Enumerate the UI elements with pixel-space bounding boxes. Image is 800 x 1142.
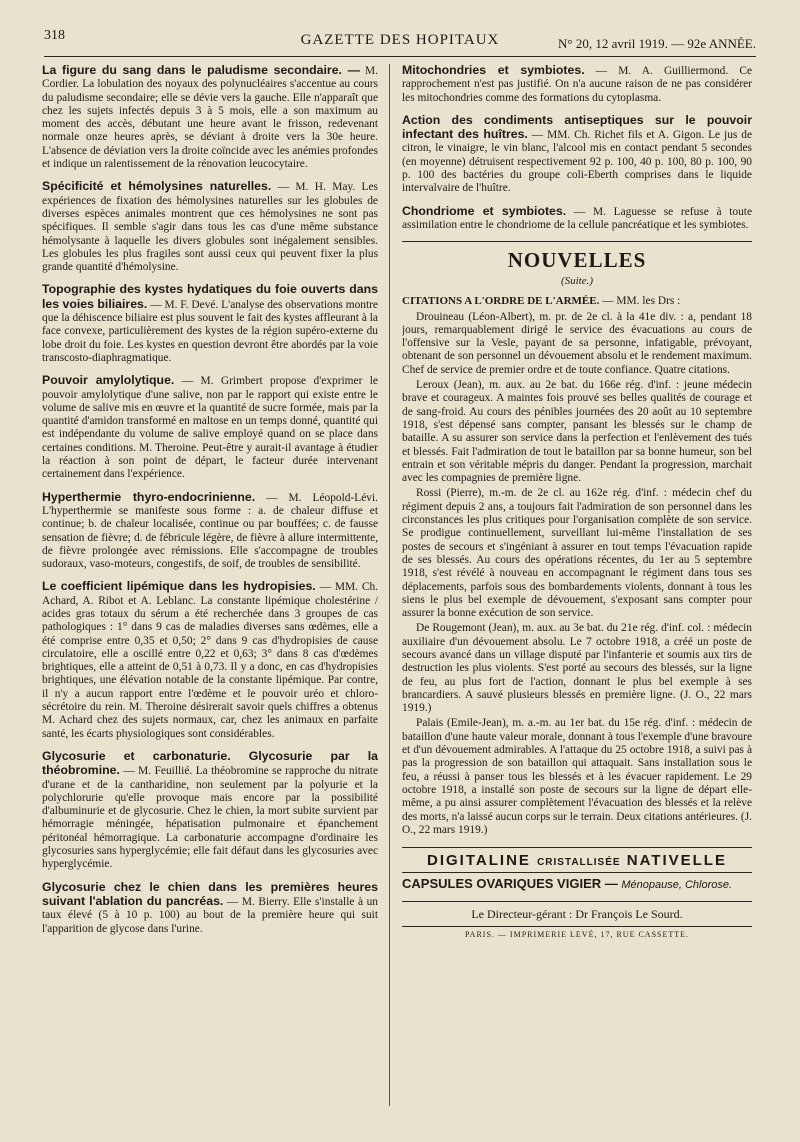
article-body: — M. Feuillié. La théobromine se rapproche du nitrate d'urane et de la cantharidine, non seulement par la polyurie et la polychlorurie qu'elle provoque mais encore par la possibilité d'albuminurie et de glycosurie. Chez le chien, la mort subite survient par hémorragie méningée, hépatisation pulmonaire et épanchement péritonéal hémorragique. La carbonaturie accompagne d'ordinaire les glycosuries sans hyperglycémie; elle fait défaut dans les glycosuries avec hyperglycémie.: [42, 765, 378, 871]
column-divider: [389, 64, 390, 1106]
article-title: Topographie des kystes hydatiques du foie ouverts dans les voies biliaires.: [42, 282, 378, 311]
article-title: Le coefficient lipémique dans les hydropisies.: [42, 579, 316, 594]
citations-heading: [402, 295, 752, 308]
article-body: — M. H. May. Les expériences de fixation des hémolysines naturelles sur les globules de diverses espèces animales montrent que ces hémolysines ne sont pas spécifiques. Il semble s'agir dans tous les cas d'une même substance hémolysante à laquelle les divers globules sont inégalement sensibles. Les globules les plus fragiles sont aussi ceux qui peuvent fixer la plus grande quantité d'hémolysine.: [42, 181, 378, 274]
article: [42, 374, 378, 481]
article-body: — MM. Ch. Achard, A. Ribot et A. Leblanc. La constante lipémique cholestérine / acides gras totaux du sérum a été recherchée dans 3 groupes de cas pathologiques : 1° dans 9 cas de maladies diverses sans œdèmes, elle a été comprise entre 0,35 et 0,50; 2° dans 9 cas d'hydropisies de cause circulatoire, elle a oscillé entre 0,22 et 0,63; 3° dans 8 cas d'œdèmes brightiques, elle a atteint de 0,51 à 0,73. Il y a donc, en cas d'hydropisies brightiques, une élévation notable de la constante lipémique. Par contre, il n'y a aucun rapport entre l'œdème et le pouvoir uréo et chloro-sécrétoire du rein. M. Theroine désirerait savoir quels chiffres a obtenus M. Achard chez des sujets normaux, car, chez les animaux en parfaite santé, les écarts physiologiques sont considérables.: [42, 581, 378, 740]
citation-paragraph: Palais (Emile-Jean), m. a.-m. au 1er bat. du 15e rég. d'inf. : médecin de bataillon d'une haute valeur morale, donnant à tous l'exemple d'une bravoure et d'un dévouement admirables. A l'attaque du 25 octobre 1918, a suivi pas à pas la progression de son bataillon qui attaquait. Sans installation sous le feu, a réussi à panser tous les blessés et à les évacuer rapidement. Le 29 octobre 1918, a installé son poste de secours sur la ligne de départ elle-même, a pu ainsi assurer complètement l'évacuation des blessés et la relève des morts, n'a laissé aucun corps sur le terrain. Deux citations antérieures. (J. O., 22 mars 1919.): [402, 717, 752, 836]
article: [42, 750, 378, 872]
article-title: Action des condiments antiseptiques sur le pouvoir infectant des huîtres.: [402, 112, 752, 142]
article: [42, 283, 378, 365]
director-signature: Le Directeur-gérant : Dr François Le Sourd.: [402, 901, 752, 922]
ad-word: CRISTALLISÉE: [537, 857, 621, 869]
ad-word: NATIVELLE: [626, 852, 727, 870]
article: [42, 580, 378, 741]
article-title: Pouvoir amylolytique.: [42, 373, 175, 388]
citation-paragraph: Drouineau (Léon-Albert), m. pr. de 2e cl. à la 41e div. : a, pendant 18 jours, remarquablement dirigé le service des évacuations au cours de l'offensive sur la Vesle, payant de sa personne, infatigable, prévoyant, obtenant de son personnel un dévouement absolu et le rendement maximum. Chef de service de premier ordre et de toute confiance. Quatre citations.: [402, 310, 752, 376]
article-body: — MM. Ch. Richet fils et A. Gigon. Le jus de citron, le vinaigre, le vin blanc, l'alcool mis en contact pendant 5 secondes (en moyenne) détruisent respectivement 92 p. 100, 40 p. 100, 80 p. 100, 90 p. 100 des bactéries du groupe coli-Eberth comprises dans le liquide intervalvaire de l'huître.: [402, 129, 752, 195]
right-column: [402, 64, 752, 1114]
article: [42, 491, 378, 572]
article-body: M. Cordier. La lobulation des noyaux des polynucléaires s'accentue au cours du paludisme secondaire; elle se dévie vers la gauche. Elle n'apparaît que chez les sujets infectés depuis 3 à 5 mois, elle a son maximum au moment des accès, débutant une heure avant le frisson, redevenant normale onze heures après, se déviant à droite vers la 30e heure. L'absence de déviation vers la droite coïncide avec les anémies profondes et indique un ralentissement de la rénovation leucocytaire.: [42, 65, 378, 171]
section-rule: [402, 241, 752, 242]
page-header: [44, 22, 756, 57]
article-body: — M. A. Guilliermond. Ce rapprochement n'est pas justifié. On n'a aucune raison de ne pas considérer les mitochondries comme des formations du cytoplasma.: [402, 65, 752, 104]
section-title: NOUVELLES: [507, 248, 647, 273]
article-title: Glycosurie et carbonaturie. Glycosurie par la théobromine.: [42, 748, 378, 778]
left-column: [42, 64, 378, 1114]
issue-date: N° 20, 12 avril 1919. — 92e ANNÉE.: [557, 36, 756, 51]
article: [42, 881, 378, 936]
article: [402, 114, 752, 196]
article-body: — M. Grimbert propose d'exprimer le pouvoir amylolytique d'une salive, non par le rapport qui existe entre le volume de salive mis en œuvre et la quantité de sucre formée, mais par la quantité d'amidon transformé en maltose en un temps donné, quantité qui est indépendante du volume de salive employé quand on se place dans certaines conditions. M. Theroine. Peut-être y aurait-il avantage à étudier la réaction à son point de départ, le facteur durée intervenant certainement dans l'expérience.: [42, 375, 378, 481]
citation-paragraph: De Rougemont (Jean), m. aux. au 3e bat. du 21e rég. d'inf. col. : médecin auxiliaire d'un dévouement absolu. Le 7 octobre 1918, a créé un poste de secours avancé dans un village disputé par l'infanterie et soumis aux tirs de destruction les plus violents. S'est porté au secours des blessés, sur la ligne de feu, au plus fort de l'action, donnant le plus bel exemple à ses brancardiers. A sauvé plusieurs blessés en première ligne. (J. O., 22 mars 1919.): [402, 622, 752, 715]
article-body: — M. Laguesse se refuse à toute assimilation entre le chondriome de la cellule pancréatique et les symbiotes.: [402, 205, 752, 231]
journal-title: GAZETTE DES HOPITAUX: [300, 32, 500, 48]
article-title: Glycosurie chez le chien dans les premières heures suivant l'ablation du pancréas.: [42, 879, 378, 908]
ad-text: CAPSULES OVARIQUES VIGIER —: [402, 876, 618, 892]
article-title: Chondriome et symbiotes.: [402, 203, 567, 218]
citation-paragraph: Leroux (Jean), m. aux. au 2e bat. du 166e rég. d'inf. : jeune médecin brave et courageux. A maintes fois prouvé ses belles qualités de courage et de sang-froid. Au cours des pénibles journées des 20 août au 10 septembre 1918, s'est dépensé sans compter, pansant les blessés sur le champ de bataille. A su assurer son service dans la perfection et l'enlèvement des tués et blessés. Fait l'admiration de tout le bataillon par sa bonne humeur, son bel entrain et son véritable mépris du danger. Pendant la progression, marchait avec les compagnies de première ligne.: [402, 379, 752, 485]
article-body: — M. Léopold-Lévi. L'hyperthermie se manifeste sous forme : a. de chaleur diffuse et continue; b. de chaleur localisée, continue ou par bouffées; c. de fausse sensation de fièvre; d. de fébricule légère, de fièvre à allure intermittente, de fièvre prolongée avec rémissions. Elle s'accompagne de troubles sudoraux, vaso-moteurs, congestifs, de soif, de troubles de sensibilité.: [42, 491, 378, 571]
article: [42, 64, 378, 171]
article-title: La figure du sang dans le paludisme secondaire. —: [42, 64, 360, 77]
ad-word: DIGITALINE: [427, 852, 531, 870]
citation-paragraph: Rossi (Pierre), m.-m. de 2e cl. au 162e rég. d'inf. : médecin chef du régiment depuis 2 ans, a toujours fait l'admiration de son personnel dans les circonstances les plus critiques pour l'organisation complète de son service. Se prodigue continuellement, surveillant lui-même l'installation de ses postes de secours et s'ingéniant à assurer en tout temps l'évacuation rapide de ses blessés. Au cours des opérations récentes, du 1er au 5 septembre 1918, s'est révélé à nouveau en accompagnant le régiment dans tous ses déplacements, parfois sous des bombardements violents, donnant à tous les siens le plus bel exemple de dévouement, s'exposant sans compter pour assurer la bonne exécution de son service.: [402, 487, 752, 620]
advertisement-capsules: [402, 872, 752, 891]
section-subtitle: (Suite.): [560, 275, 594, 288]
article: [402, 64, 752, 105]
article-body: — M. Bierry. Elle s'installe à un taux élevé (5 à 10 p. 100) au bout de la première heure qui suit l'apparition de glycose dans l'urine.: [42, 895, 378, 935]
ad-note: Ménopause, Chlorose.: [621, 879, 733, 892]
article-title: Spécificité et hémolysines naturelles.: [42, 179, 272, 194]
article-title: Hyperthermie thyro-endocrinienne.: [42, 489, 256, 504]
article: [42, 180, 378, 274]
page-number: 318: [44, 28, 65, 43]
printer-imprint: PARIS. — IMPRIMERIE LEVÉ, 17, RUE CASSETTE.: [402, 926, 752, 939]
citations-intro: — MM. les Drs :: [602, 295, 681, 308]
advertisement-digitaline: [402, 847, 752, 869]
article-title: Mitochondries et symbiotes.: [402, 64, 585, 77]
citations-label: CITATIONS A L'ORDRE DE L'ARMÉE.: [402, 295, 600, 308]
article: [402, 205, 752, 233]
article-body: — M. F. Devé. L'analyse des observations montre que la déhiscence biliaire est plus souvent le fait des kystes affleurant à la face convexe, particulièrement des kystes de la région supéro-externe du lobe droit du foie. Les kystes en question devront être abordés par la voie transcosto-diaphragmatique.: [42, 298, 378, 364]
